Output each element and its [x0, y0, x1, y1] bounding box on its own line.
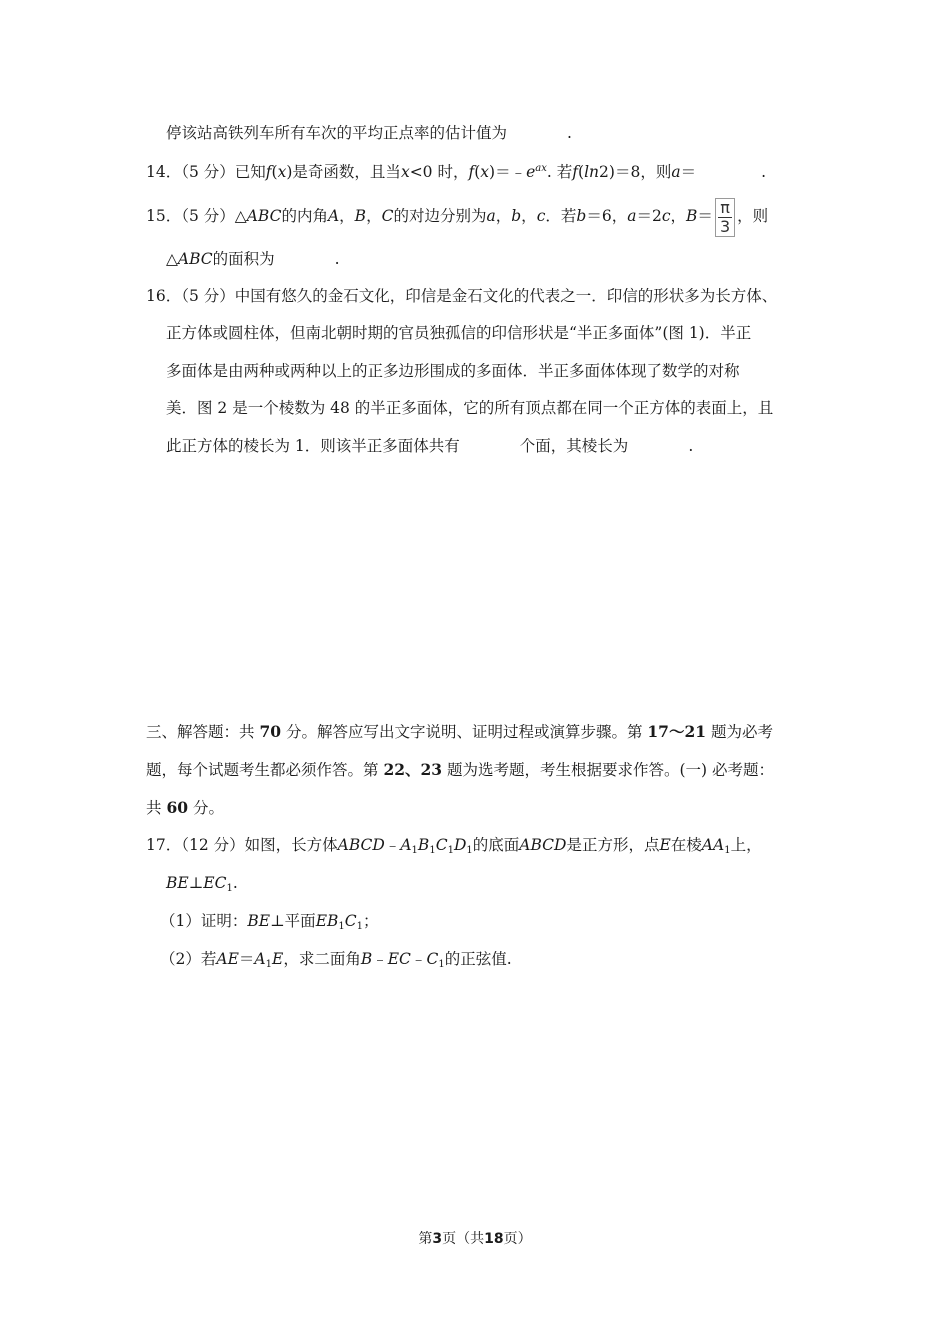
footer-total-pages: 18	[484, 1231, 504, 1247]
q16-points: （5 分）	[181, 287, 235, 305]
q14-points: （5 分）	[181, 163, 235, 181]
q15-math: B	[354, 207, 367, 225]
q17-number: 17．	[146, 836, 182, 854]
section-text: 共	[146, 799, 167, 817]
footer-text: 页）	[503, 1231, 532, 1247]
q15-text: 的面积为	[212, 250, 275, 268]
q16-line-3	[166, 364, 740, 380]
q17-text: ⊥	[270, 912, 285, 930]
q17-math: B	[360, 950, 373, 968]
q16-line: 多面体是由两种或两种以上的正多边形围成的多面体．半正多面体体现了数学的对称	[166, 362, 740, 380]
q15-math: a	[486, 207, 496, 225]
q15-text: ＝2	[636, 207, 662, 225]
q14-math: x	[400, 163, 410, 181]
q14-end: .	[761, 163, 767, 181]
section-bold: 17～21	[647, 722, 707, 741]
q17-text: 如图，长方体	[244, 836, 338, 854]
q15-math: b	[576, 207, 587, 225]
q14-text: ＝﹣	[495, 163, 527, 181]
q17-text: 的正弦值.	[444, 950, 512, 968]
q17-math: A	[254, 950, 266, 968]
q17-math: EB	[315, 912, 339, 930]
q14-text: ＝	[680, 163, 697, 181]
section-text: 分。解答应写出文字说明、证明过程或演算步骤。第	[281, 723, 648, 741]
q14-math: e	[526, 163, 536, 181]
q15-text: 的内角	[281, 207, 328, 225]
q17-text: .	[232, 874, 238, 892]
page-footer	[0, 1232, 950, 1246]
q17-math: ABCD	[519, 836, 567, 854]
q17-math: BE	[166, 874, 189, 892]
q17-math: C	[435, 836, 448, 854]
q15-math: B	[686, 207, 698, 225]
section-text: 题为必考	[706, 723, 773, 741]
q17-text: 的底面	[472, 836, 520, 854]
q17-points: （12 分）	[181, 836, 245, 854]
q17-text: （1）证明：	[160, 912, 248, 930]
q15-number: 15．	[146, 207, 182, 225]
section-3-line-1	[146, 724, 773, 741]
q14-number: 14．	[146, 163, 182, 181]
q17-subscript: 1	[338, 921, 345, 932]
q15-math: A	[327, 207, 340, 225]
q16-line-2	[166, 326, 751, 342]
q14-math: f	[265, 163, 272, 181]
q15-math: ABC	[177, 250, 213, 268]
q15-math: ABC	[246, 207, 282, 225]
q17-part-2	[160, 952, 512, 968]
q17-math: BE	[247, 912, 271, 930]
q14-text: 是奇函数，且当	[292, 163, 401, 181]
q16-line: 中国有悠久的金石文化，印信是金石文化的代表之一．印信的形状多为长方体、	[234, 287, 778, 305]
footer-text: 第	[418, 1231, 433, 1247]
q17-text: ﹣	[384, 836, 401, 854]
q17-math: C	[344, 912, 357, 930]
q17-text: 平面	[284, 912, 316, 930]
q17-math: AE	[216, 950, 239, 968]
q17-math: AA	[701, 836, 725, 854]
q17-math: ABCD	[337, 836, 385, 854]
q15-math: a	[627, 207, 637, 225]
footer-text: 页（共	[442, 1231, 485, 1247]
q17-text: ；	[363, 912, 379, 930]
q15-text: ．若	[545, 207, 577, 225]
q17-part-1	[160, 914, 379, 930]
q17-math: E	[271, 950, 284, 968]
q17-text: ，求二面角	[283, 950, 361, 968]
q15-end: .	[334, 250, 340, 268]
q14-math: 2	[599, 163, 609, 181]
q15-math: c	[536, 207, 546, 225]
q14-math: a	[671, 163, 681, 181]
q15-text: ＝	[697, 207, 713, 225]
q13-tail-line	[166, 126, 572, 142]
section-text: 分。	[188, 799, 224, 817]
question-17	[146, 838, 762, 854]
q15-text: ，则	[737, 207, 769, 225]
fraction-numerator: π	[720, 197, 730, 217]
q17-text: ＝	[238, 950, 255, 968]
q16-line: 个面，其棱长为	[519, 437, 629, 455]
section-bold: 70	[259, 722, 282, 741]
q17-text: ⊥	[188, 874, 204, 892]
q17-text: 在棱	[670, 836, 702, 854]
q17-math: EC	[387, 950, 411, 968]
q16-line-4	[166, 401, 773, 417]
q15-points: （5 分）	[181, 207, 235, 225]
q15-math: C	[381, 207, 394, 225]
q14-math: ln	[584, 163, 600, 181]
q16-number: 16．	[146, 287, 182, 305]
q16-end: .	[688, 437, 694, 455]
q17-subscript: 1	[438, 959, 445, 970]
q15-math: c	[661, 207, 671, 225]
q17-math: B	[417, 836, 430, 854]
q13-tail-text: 停该站高铁列车所有车次的平均正点率的估计值为	[166, 124, 508, 142]
q16-line: 此正方体的棱长为 1．则该半正多面体共有	[166, 437, 460, 455]
q17-subscript: 1	[265, 959, 272, 970]
q17-subscript: 1	[356, 921, 364, 932]
footer-page-number: 3	[432, 1231, 443, 1247]
pi-over-3-fraction	[715, 198, 735, 237]
section-3-line-2	[146, 762, 774, 779]
section-text: 题，每个试题考生都必须作答。第	[146, 761, 384, 779]
q14-math: x	[277, 163, 287, 181]
q17-math: A	[400, 836, 412, 854]
q17-text: （2）若	[160, 950, 217, 968]
q14-text: . 若	[546, 163, 573, 181]
section-text: 题为选考题，考生根据要求作答。(一) 必考题：	[442, 761, 775, 779]
q15-text: ＝6，	[586, 207, 628, 225]
q15-math: b	[511, 207, 522, 225]
q17-subscript: 1	[226, 883, 233, 894]
q16-line: 美．图 2 是一个棱数为 48 的半正多面体，它的所有顶点都在同一个正方体的表面上，且	[166, 399, 774, 417]
section-bold: 22、23	[383, 760, 443, 779]
q15-text: ，	[670, 207, 687, 225]
q17-math: EC	[203, 874, 227, 892]
q14-text: ＝8，则	[614, 163, 672, 181]
q14-text: 已知	[234, 163, 266, 181]
q16-line: 正方体或圆柱体，但南北朝时期的官员独孤信的印信形状是“半正多面体”(图 1)．半正	[166, 324, 752, 342]
q14-exponent: ax	[535, 163, 547, 174]
q14-math: f	[572, 163, 579, 181]
q16-line-5	[166, 439, 693, 455]
section-text: 三、解答题：共	[146, 723, 260, 741]
question-14: 14．（5 分）已知f(x)是奇函数，且当x<0 时，$f(x)=﹣e^{ax}$. 若f(ln2)＝8，则a＝ .	[146, 163, 767, 181]
q14-math: f	[468, 163, 475, 181]
q17-text: 是正方形，点	[566, 836, 660, 854]
section-bold: 60	[166, 798, 189, 817]
fraction-denominator: 3	[719, 216, 731, 236]
q17-math: D	[453, 836, 467, 854]
section-3-line-3	[146, 800, 224, 817]
q15-text: △	[166, 250, 178, 268]
q17-subscript: 1	[447, 845, 454, 856]
q17-text: 上，	[730, 836, 762, 854]
q17-subscript: 1	[429, 845, 436, 856]
q17-math: C	[426, 950, 439, 968]
q15-text: 的对边分别为	[393, 207, 487, 225]
q17-subscript: 1	[724, 845, 731, 856]
q17-line-2	[166, 876, 238, 892]
question-16	[146, 289, 777, 305]
q17-text: ﹣	[372, 950, 388, 968]
q17-subscript: 1	[466, 845, 473, 856]
q17-text: ﹣	[410, 950, 427, 968]
q13-tail-end: .	[567, 124, 572, 142]
question-15: 15．（5 分）△ABC的内角A，B，C的对边分别为a，b，c．若b＝6，a＝2c，B＝ $\frac{\pi}{3}$ ，则	[146, 197, 769, 236]
q15-text: △	[234, 207, 247, 225]
q17-subscript: 1	[411, 845, 418, 856]
q14-text: <0 时，	[409, 163, 469, 181]
q15-line-2	[166, 252, 340, 268]
q14-math: x	[480, 163, 490, 181]
q17-math: E	[659, 836, 671, 854]
